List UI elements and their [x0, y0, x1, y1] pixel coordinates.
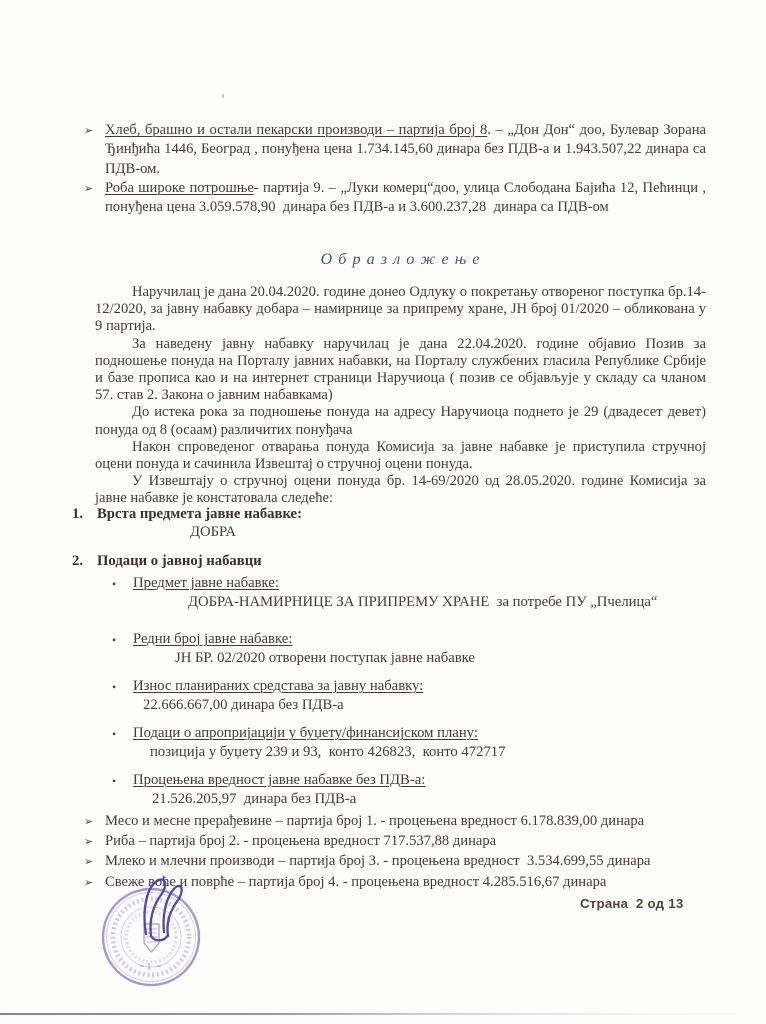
detail-value: ЈН БР. 02/2020 отворени поступак јавне набавке — [175, 650, 475, 666]
dot-bullet-icon: • — [112, 727, 117, 741]
dot-bullet-icon: • — [112, 577, 117, 591]
paragraph: Након спроведеног отварања понуда Комисија за јавне набавке је приступила стручној оцени понуда и сачинила Извештај о стручној оцени понуда. — [95, 438, 706, 473]
dot-bullet-icon: • — [112, 774, 117, 788]
arrow-bullet-icon: ➢ — [84, 856, 94, 869]
paragraph: Наручилац је дана 20.04.2020. године донео Одлуку о покретању отвореног поступка бр.14-12/2020, за јавну набавку добара – намирнице за припрему хране, ЈН број 01/2020 – обликована у 9 партија. — [95, 284, 706, 335]
list-item-text — [105, 179, 706, 218]
paragraph: За наведену јавну набавку наручилац је дана 22.04.2020. године објавио Позив за подношење понуда на Порталу јавних набавки, на Порталу службених гласила Републике Србије и базе прописа као и на интернет страници Наручиоца ( позив се објављује у складу са чланом 57. став 2. Закона о јавним набавкама) — [95, 335, 706, 404]
detail-value: 21.526.205,97 динара без ПДВ-а — [152, 791, 357, 807]
lot-name-underlined: Роба широке потрошње — [105, 179, 254, 196]
body-paragraphs — [95, 284, 706, 508]
item-label: Подаци о јавној набавци — [97, 553, 262, 569]
detail-value: позиција у буџету 239 и 93, конто 426823, конто 472717 — [150, 744, 506, 760]
arrow-bullet-icon: ➢ — [84, 836, 94, 849]
item-number: 2. — [72, 553, 84, 569]
procurement-details-list — [72, 574, 706, 808]
item-number: 1. — [72, 506, 84, 522]
lot-name-underlined: Хлеб, брашно и остали пекарски производи – партија број 8 — [105, 122, 488, 138]
list-item — [84, 179, 706, 218]
detail-subject — [72, 574, 706, 611]
detail-label: Процењена вредност јавне набавке без ПДВ-а: — [133, 772, 426, 788]
lot-details: . – „Дон Дон“ доо, Булевар Зорана Ђинђића 1446, Београд , понуђена цена 1.734.145,60 динара без ПДВ-а и 1.943.507,22 динара са ПДВ-ом. — [105, 122, 706, 177]
list-item-text — [105, 121, 706, 179]
detail-value: ДОБРА-НАМИРНИЦЕ ЗА ПРИПРЕМУ ХРАНЕ за потребе ПУ „Пчелица“ — [188, 594, 658, 610]
detail-value: 22.666.667,00 динара без ПДВ-а — [143, 697, 344, 713]
lot-details: - партија 9. – „Луки комерц“доо, улица Слободана Бајића 12, Пећинци , понуђена цена 3.059.578,90 динара без ПДВ-а и 3.600.237,28 динара са ПДВ-ом — [105, 179, 706, 216]
page-number: Страна 2 од 13 — [580, 896, 684, 911]
numbered-findings — [72, 505, 706, 818]
item-1-value: ДОБРА — [190, 524, 236, 540]
detail-label: Редни број јавне набавке: — [133, 631, 293, 647]
list-item-text: Свеже воће и поврће – партија број 4. - процењена вредност 4.285.516,67 динара — [105, 873, 607, 890]
offered-prices-list — [84, 121, 706, 217]
arrow-bullet-icon: ➢ — [84, 876, 94, 889]
list-item-text: Месо и месне прерађевине – партија број 1. - процењена вредност 6.178.839,00 динара — [105, 813, 645, 829]
scan-speck — [222, 94, 224, 98]
detail-number — [72, 630, 706, 667]
detail-label: Предмет јавне набавке: — [133, 575, 279, 591]
item-1-heading — [72, 505, 706, 523]
scan-edge-line — [0, 1013, 766, 1015]
list-item — [84, 832, 734, 852]
list-item — [84, 812, 734, 832]
dot-bullet-icon: • — [112, 633, 117, 647]
item-label: Врста предмета јавне набавке: — [97, 506, 302, 522]
detail-appropriation — [72, 724, 706, 761]
paragraph: До истека рока за подношење понуда на адресу Наручиоца поднето је 29 (двадесет девет) понуда од 8 (осаам) различитих понуђача — [95, 404, 706, 438]
detail-label: Подаци о апропријацији у буџету/финансијском плану: — [133, 725, 478, 741]
list-item-text: Млеко и млечни производи – партија број 3. - процењена вредност 3.534.699,55 динара — [105, 853, 651, 870]
dot-bullet-icon: • — [112, 680, 117, 694]
paragraph: У Извештају о стручној оцени понуда бр. 14-69/2020 од 28.05.2020. године Комисија за јавне набавке је констатовала следеће: — [95, 473, 706, 507]
detail-planned-funds — [72, 677, 706, 714]
list-item-text: Риба – партија број 2. - процењена вредност 717.537,88 динара — [105, 833, 497, 850]
arrow-bullet-icon: ➢ — [84, 816, 94, 828]
detail-label: Износ планираних средстава за јавну набавку: — [133, 678, 424, 694]
item-2-heading — [72, 552, 706, 570]
arrow-bullet-icon: ➢ — [84, 125, 94, 137]
official-round-stamp-with-signature — [96, 874, 216, 1004]
section-title: О б р а з л о ж е њ е — [320, 250, 481, 268]
list-item — [84, 121, 706, 179]
list-item — [84, 852, 734, 872]
detail-estimated-value — [72, 771, 706, 808]
arrow-bullet-icon: ➢ — [84, 182, 94, 195]
